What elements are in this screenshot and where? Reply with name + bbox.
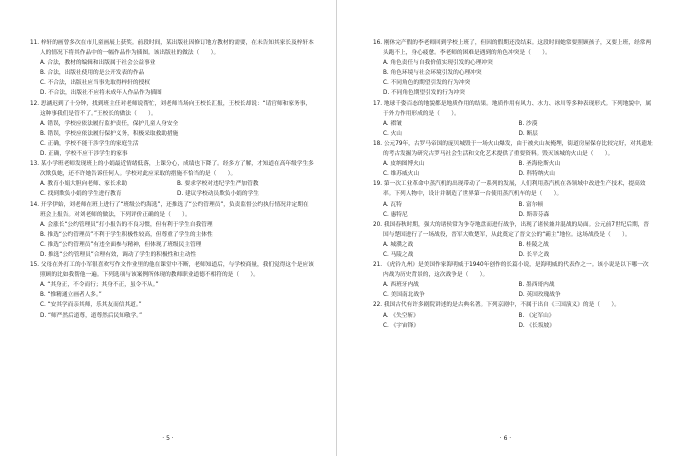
option-c: C. 正确，学校不能干涉学生的家庭生活 [40,140,139,147]
option-a: A. 皮纳图博火山 [383,161,425,168]
question-stem: 21. 《虎钤九州》是美国作家海明威于1940年创作的长篇小说，是海明威的代表作之一。该小说是以下哪一次内战为历史背景的，这次战争是（ ）。 [373,262,649,279]
question-15 [30,260,314,321]
option-d: D. 《长坂坡》 [518,322,555,329]
question-16 [373,38,654,99]
question-13 [30,159,314,199]
question-stem: 14. 开学伊始，刘老师在班上进行了“班级公约海选”，还推选了“公约管理员”，负责监督公约执行情况并定期在班会上报告。对刘老师的做法，下列评价正确的是（ ）。 [30,201,309,218]
option-d: D. 不合法，出版社不应将未成年人作品作为插图 [40,90,162,97]
question-stem: 19. 第一次工业革命中蒸汽机的出现带动了一系列的发展，人们利用蒸汽机在各领域中改进生产技术，提高效率。下列人物中，设计并制造了世界第一台使用蒸汽机车的是（ ）。 [373,181,646,198]
option-d: D. “师严然后道尊，道尊然后民知敬学。” [40,312,143,319]
question-stem: 17. 地球千姿百态的地貌都是地质作用的结果。地质作用有风力、水力、冰川等多种表现形式。下列地貌中，属于外力作用形成的是（ ）。 [373,100,652,117]
option-d: D. 科特纳火山 [518,171,555,178]
option-b: B. 桂陵之战 [518,241,549,248]
question-17 [373,99,654,139]
option-d: D. 不同角色期望引发的行为冲突 [383,90,465,97]
option-c: C. 不合法，出版社应当事先取得梓轩的授权 [40,80,150,87]
question-18 [373,139,654,179]
option-a: A. 角色责任与自我价值实现引发的心理冲突 [383,60,493,67]
page-number: · 5 · [162,434,174,442]
option-d: D. 长平之战 [518,251,550,258]
question-22 [373,300,654,330]
option-a: A. 《失空斩》 [383,312,419,319]
option-c: C. 不同角色的期望引发的行为冲突 [383,80,471,87]
option-a: A. 瓦特 [383,201,402,208]
option-a: A. 褶皱 [383,120,402,127]
option-c: C. 马陵之战 [383,251,414,258]
option-d: D. 英国玫瑰战争 [518,292,561,299]
question-stem: 18. 公元79年，古罗马帝国的庞贝城毁于一场火山爆发，由于被火山灰掩埋，街道房屋保存比较完好，对其遗址的考古发掘为研究古罗马社会生活和文化艺术提供了重要资料。毁灭该城的火山是（ ）。 [373,140,653,158]
right-page [337,0,674,456]
question-12 [30,99,314,160]
option-d: D. 正确，学校不应干涉学生的家事 [40,151,128,158]
option-c: C. 美国南北战争 [383,292,425,299]
question-stem: 20. 我国春秋时期，强大的诸侯常为争夺地盘而进行战争，出现了诸侯兼并混战的局面。公元前7世纪后期，晋国与楚国进行了一场战役，晋军大败楚军，从此奠定了晋文公的“霸主”地位。这场战役是（ ）。 [373,221,650,238]
option-b: B. 圣海伦斯火山 [518,161,561,168]
question-stem: 12. 思涵迟到了十分钟，找到班主任对老师说帮忙，刘老师当场向王校长汇报，王校长却说：“请官师和家务事，这种事我们是管不了。”王校长的做法（ ）。 [30,100,312,117]
question-stem: 22. 我国古代有许多剧院讲述的是古典名著。下列京剧中，不属于出自《三国演义》的是（ ）。 [373,302,620,309]
question-14 [30,200,314,261]
option-b: B. 墨西哥内战 [518,282,555,289]
option-b: B. 错误，学校应依法履行保护义务，积极采取救助措施 [40,130,179,137]
option-c: C. 找到欺负小娟的学生进行教育 [40,191,122,198]
option-b: B. 角色环境与社会环境引发的心理冲突 [383,70,482,77]
option-c: C. 火山 [383,130,402,137]
question-stem: 16. 刚休完产假的李老师回到学校上班了，但因的假期还没结束。这段时间她常要照顾孩子，又要上班，经常两头跑不上，身心疲惫。李老师的困难是遇到的角色冲突是（ ）。 [373,40,652,57]
option-a: A. 合法，教材的编辑和出版属于社会公益事业 [40,60,156,67]
option-c: C. 维苏威火山 [383,171,420,178]
option-c: C. 推选“公约管理员”有违全面参与精神，但体现了班级民主管理 [40,241,202,248]
option-b: B. 富尔顿 [518,201,544,208]
option-b: B. “惟精通立画者人多。” [40,292,102,299]
option-a: A. 会涨长“公约管理员”打小报告的不良习惯，但有利于学生自我管理 [40,221,213,228]
option-d: D. 推选“公约管理员”合理有效，调动了学生的积极性和主动性 [40,251,197,258]
option-a: A. 教育小娟大胆向老师、家长求助 [40,181,128,188]
option-a: A. 错误，学校应依法履行监护责任，保护儿童人身安全 [40,120,179,127]
option-d: D. 斯蒂芬森 [518,211,550,218]
option-a: A. 城濮之战 [383,241,414,248]
option-c: C. 《宇宙锋》 [383,322,420,329]
option-d: D. 断层 [518,130,538,137]
option-b: B. 《定军山》 [518,312,555,319]
question-19 [373,179,654,219]
option-a: A. “其身正，不令而行；其身不正，虽令不从。” [40,282,159,289]
question-stem: 15. 父母在外打工的小军很喜欢写作文作业里的他在课堂中不断，老师知道后，与学校商量，我们觉得这个是应该照顾的比如我帮他一遍。下列选项与该案例所体现的教师职业道德不相符的是（ ）。 [30,262,314,279]
question-11 [30,38,314,99]
option-c: C. 惠特尼 [383,211,408,218]
question-stem: 11. 梓轩的画曾多次在市儿童画展上获奖。前段时间，某出版社因修订地方教材的需要，在未告知其家长及梓轩本人的情况下将其作品中的一幅作品作为插图。该出版社的做法（ ）。 [30,40,314,57]
option-b: B. 要求学校对违纪学生严加管教 [177,181,259,188]
question-stem: 13. 某小学班老师发现班上的小娟最近情绪低落，上课分心，成绩也下降了。经多方了解，才知道在高年级学生多次欺负她，还不许她告诉任何人。学校对此应采取的措施不恰当的是（ ）。 [30,161,314,178]
option-b: B. 沙漠 [518,120,538,127]
page-number: · 6 · [499,434,512,442]
question-20 [373,220,654,260]
option-b: B. 合法，出版社使用的是公开发表的作品 [40,70,145,77]
option-a: A. 西班牙内战 [383,282,419,289]
question-21 [373,260,654,300]
option-d: D. 建议学校动员欺负小娟的学生 [177,191,259,198]
option-b: B. 推选“公约管理员”不利于学生积极性较高，但尊重了学生的主体性 [40,231,213,238]
option-c: C. “安其学而亲其师，乐其友而信其道。” [40,302,142,309]
